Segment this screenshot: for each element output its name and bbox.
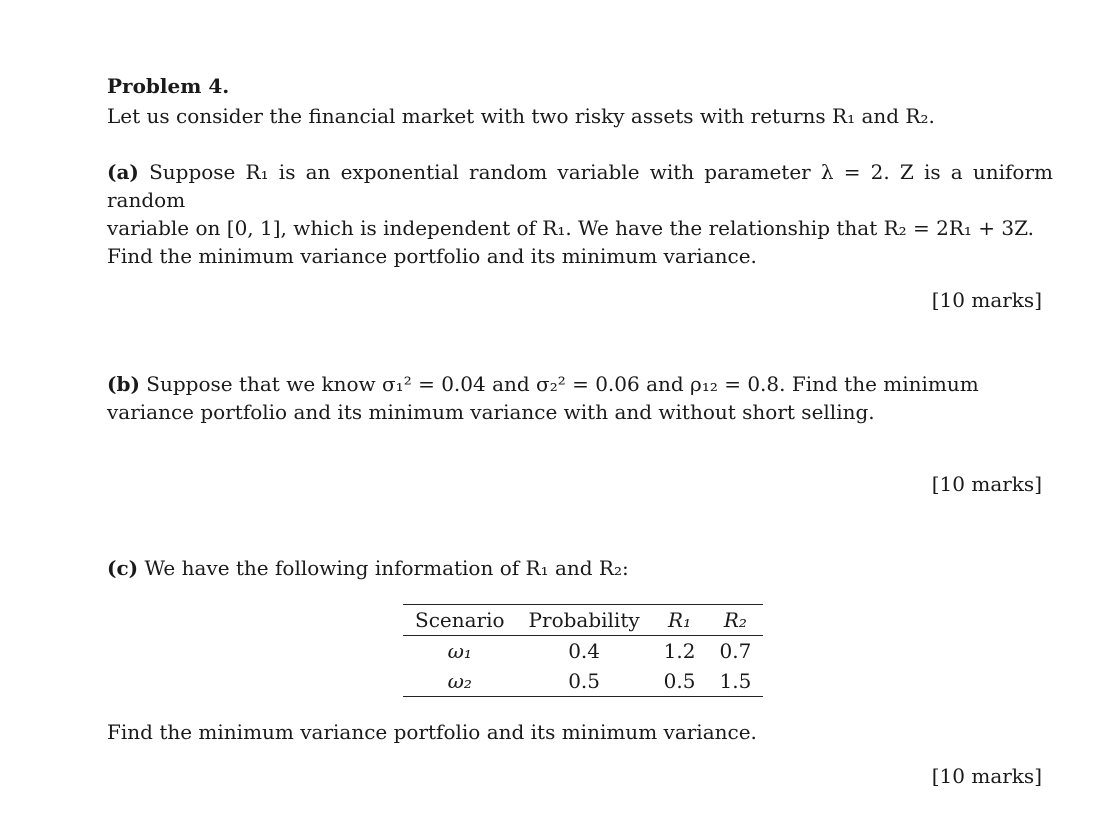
problem-intro: Let us consider the financial market with two risky assets with returns R₁ and R₂. [107,104,935,128]
part-a-marks: [10 marks] [931,288,1042,312]
part-c-label: (c) [107,556,139,580]
part-a-line-2: variable on [0, 1], which is independent of R₁. We have the relationship that R₂ = 2R₁ + 3Z. [107,216,1035,240]
scenario-cell: ω₂ [447,669,472,693]
scenario-table [403,604,763,697]
header-scenario: Scenario [403,605,517,636]
part-c-question: Find the minimum variance portfolio and its minimum variance. [107,720,757,744]
part-c-text: We have the following information of R₁ and R₂: [144,556,629,580]
part-b-label: (b) [107,372,140,396]
table-row [403,636,763,667]
part-b [107,370,1053,426]
part-a [107,158,1053,270]
table-header-row [403,605,763,636]
part-b-marks: [10 marks] [931,472,1042,496]
part-c [107,554,1053,582]
part-a-line-3: Find the minimum variance portfolio and its minimum variance. [107,244,757,268]
part-a-line-1: (a) Suppose R₁ is an exponential random variable with parameter λ = 2. Z is a uniform random [107,160,1054,212]
r1-cell: 0.5 [663,669,696,693]
header-r2: R₂ [707,605,763,636]
part-b-line-2: variance portfolio and its minimum variance with and without short selling. [107,400,875,424]
table-row [403,666,763,697]
part-a-label: (a) [107,160,139,184]
problem-title: Problem 4. [107,74,230,98]
r2-cell: 1.5 [719,669,752,693]
r2-cell: 0.7 [719,639,752,663]
probability-cell: 0.5 [568,669,601,693]
header-r1: R₁ [652,605,708,636]
part-b-line-1: (b) Suppose that we know σ₁² = 0.04 and σ₂² = 0.06 and ρ₁₂ = 0.8. Find the minimum [107,372,979,396]
scenario-cell: ω₁ [447,639,472,663]
header-probability: Probability [517,605,652,636]
part-c-marks: [10 marks] [931,764,1042,788]
probability-cell: 0.4 [568,639,601,663]
r1-cell: 1.2 [663,639,696,663]
